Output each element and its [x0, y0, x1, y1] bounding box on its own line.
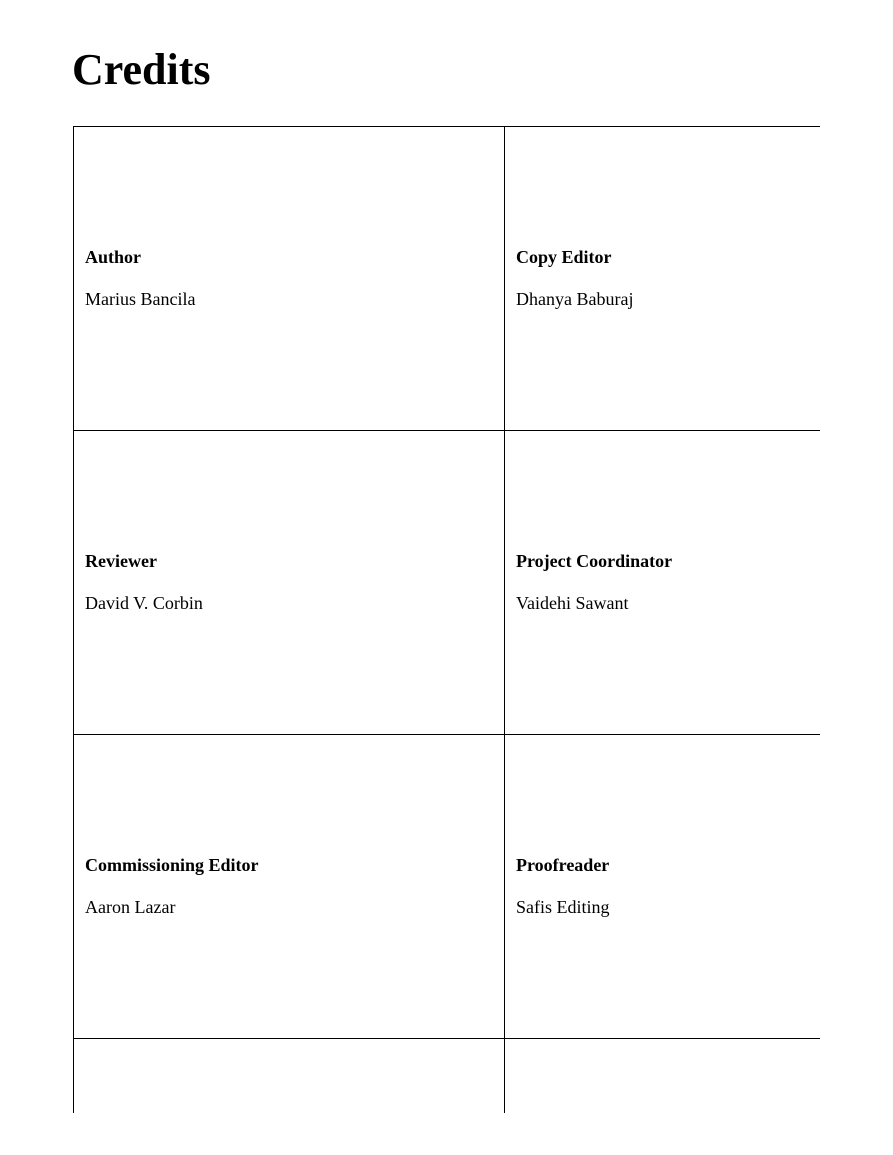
credit-role: Copy Editor: [516, 247, 612, 267]
credit-entry: [85, 549, 203, 615]
credit-entry: [516, 245, 633, 311]
credit-cell-proofreader: [504, 735, 820, 1038]
credit-person: Safis Editing: [516, 897, 610, 917]
credits-table: [73, 126, 820, 1113]
credits-row: [73, 735, 820, 1039]
credit-role: Author: [85, 247, 142, 267]
credit-cell-reviewer: [73, 431, 504, 734]
credit-cell-empty: [504, 1039, 820, 1113]
credit-person: David V. Corbin: [85, 593, 203, 613]
credit-role: Proofreader: [516, 855, 610, 875]
credit-entry: [85, 245, 195, 311]
credit-entry: [85, 853, 259, 919]
credit-entry: [516, 549, 672, 615]
credit-cell-author: [73, 127, 504, 430]
credit-role: Commissioning Editor: [85, 855, 259, 875]
credit-cell-project-coordinator: [504, 431, 820, 734]
page-title: Credits: [72, 45, 211, 94]
credit-person: Aaron Lazar: [85, 897, 176, 917]
credit-entry: [516, 853, 610, 919]
credits-row: [73, 127, 820, 431]
credit-role: Project Coordinator: [516, 551, 673, 571]
credits-row: [73, 431, 820, 735]
credit-cell-copy-editor: [504, 127, 820, 430]
credit-person: Marius Bancila: [85, 289, 196, 309]
credit-role: Reviewer: [85, 551, 157, 571]
credits-row-partial: [73, 1039, 820, 1113]
credit-person: Dhanya Baburaj: [516, 289, 634, 309]
credit-person: Vaidehi Sawant: [516, 593, 629, 613]
credit-cell-commissioning-editor: [73, 735, 504, 1038]
credit-cell-empty: [73, 1039, 504, 1113]
